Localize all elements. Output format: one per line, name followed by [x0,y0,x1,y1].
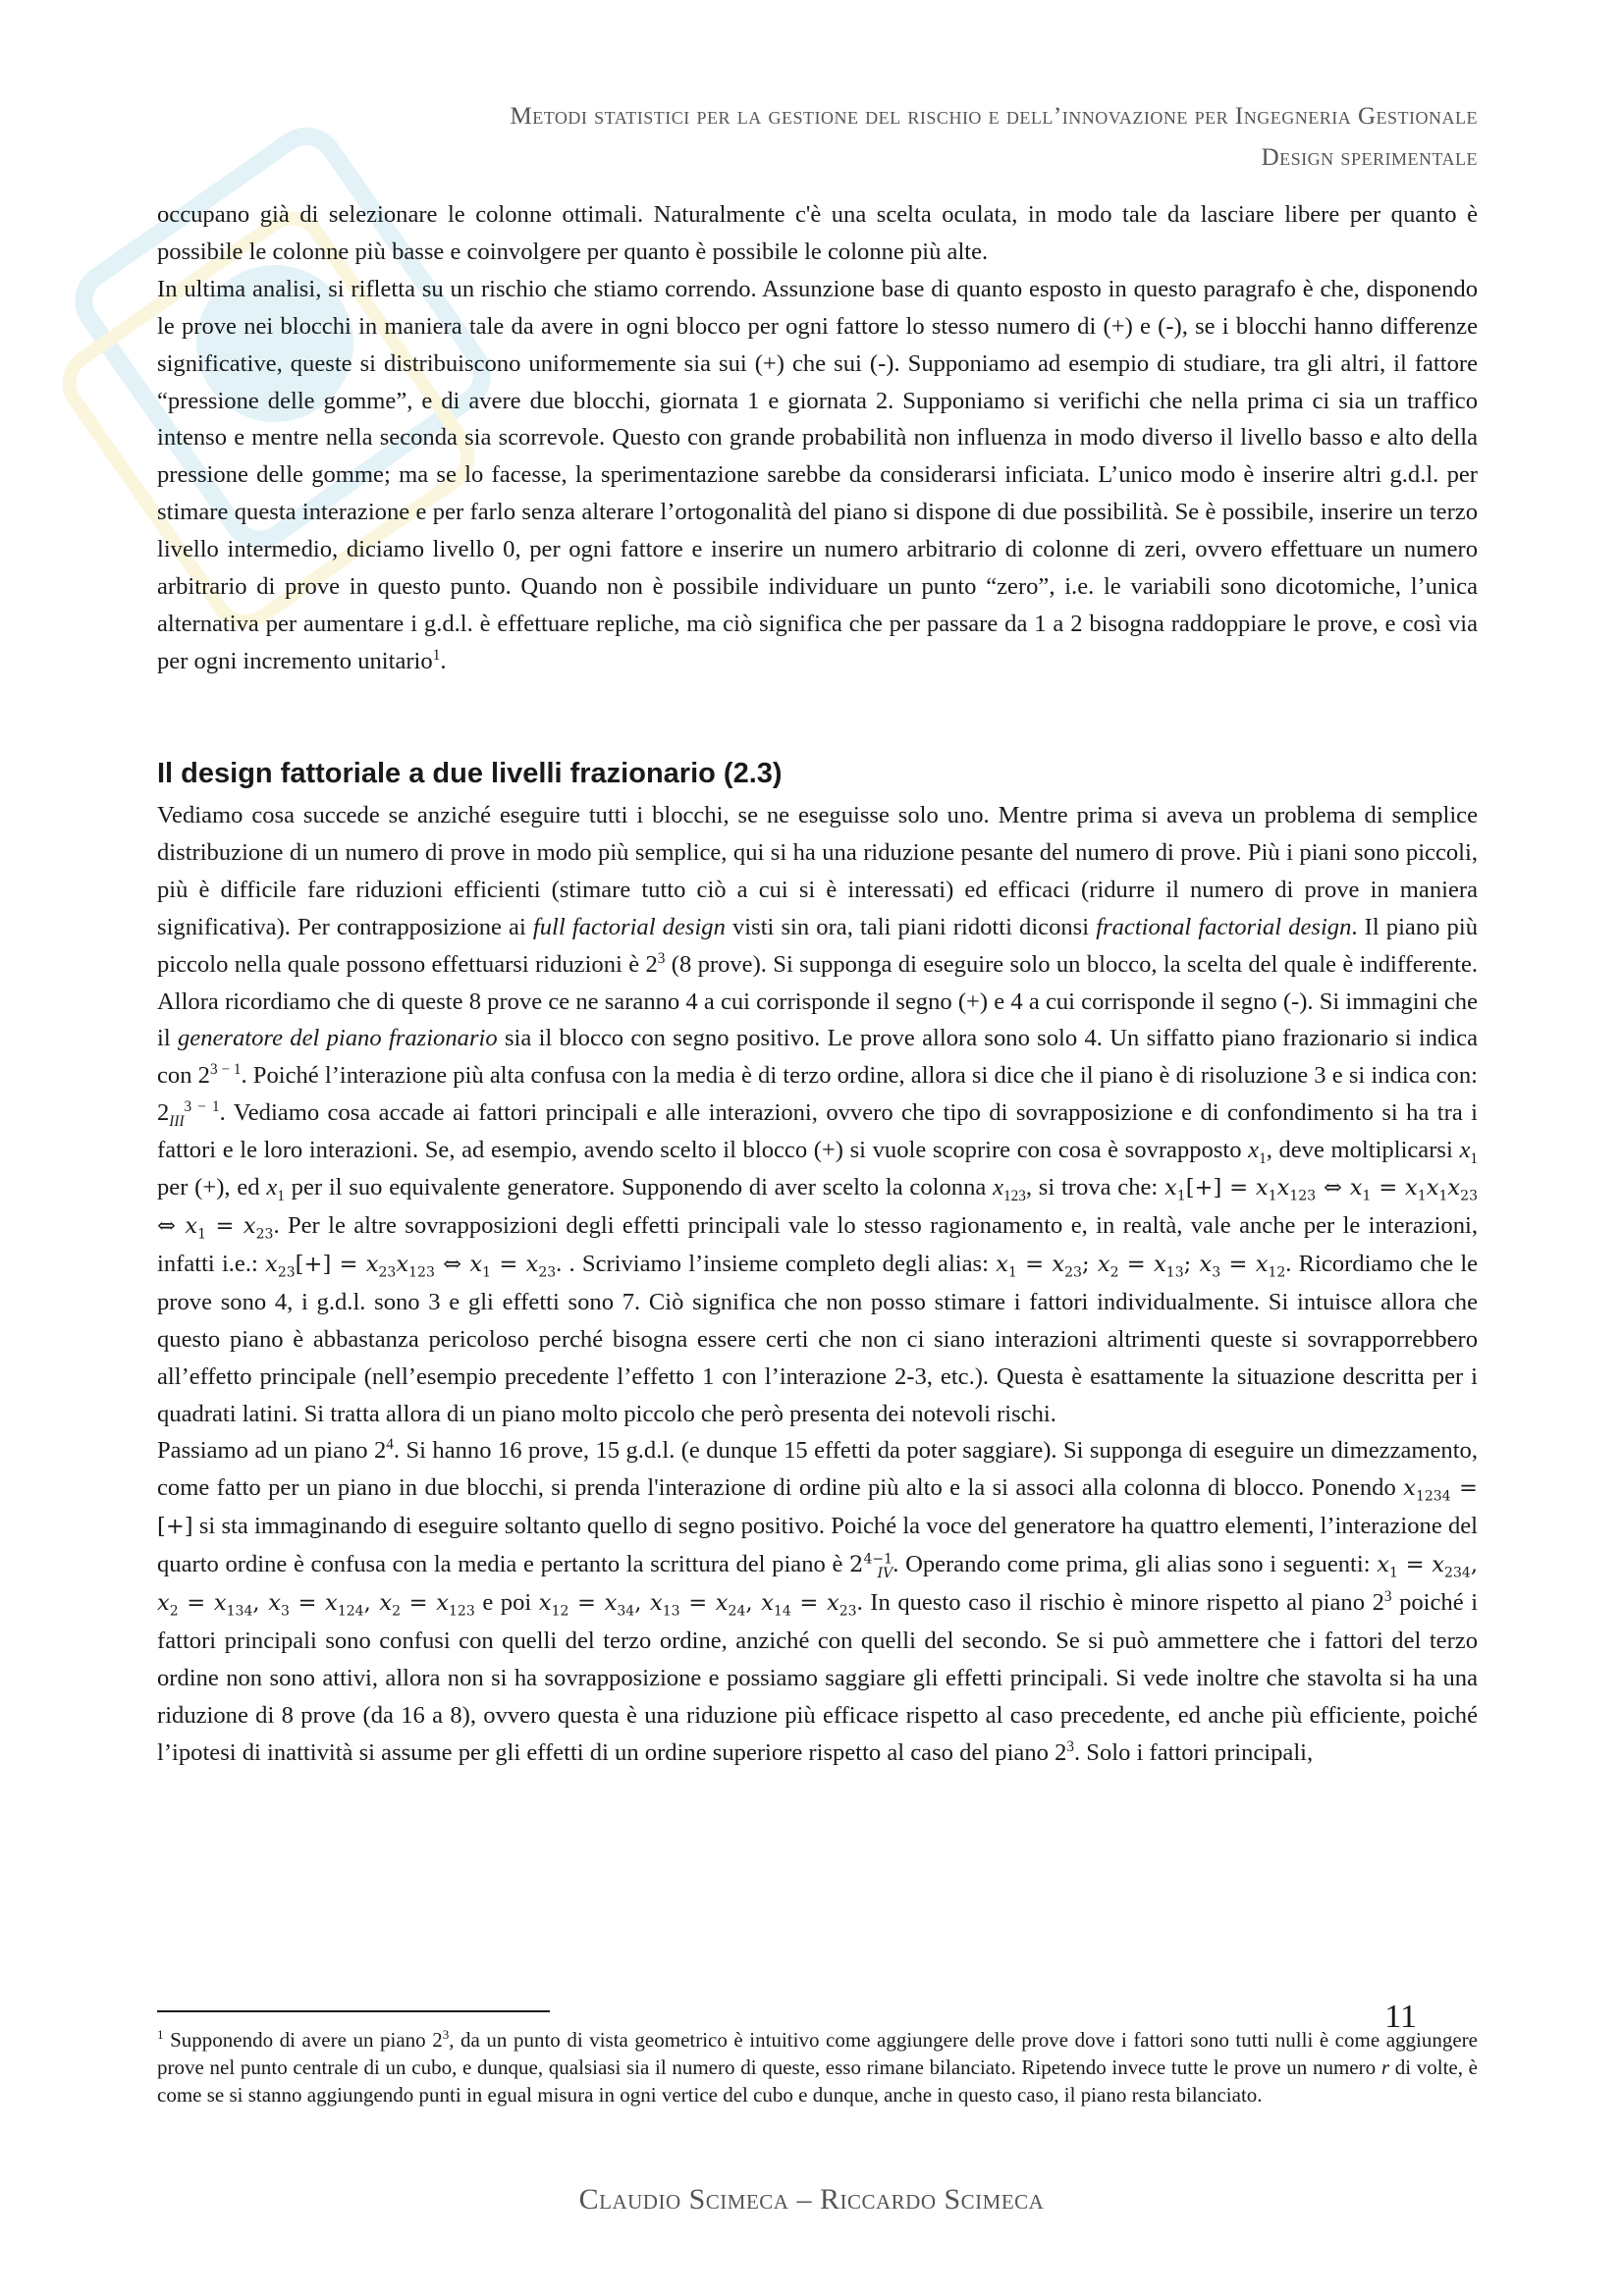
paragraph: occupano già di selezionare le colonne ottimali. Naturalmente c'è una scelta oculata, in modo tale da lasciare libere per quanto è possibile le colonne più basse e coinvolgere per quanto è possibile le colonne più alte. [157,201,1478,265]
page-number: 11 [1384,1999,1417,2035]
footnote-number: 1 [157,2027,164,2042]
section-1-body [157,196,1478,680]
running-header [511,96,1479,179]
header-line-1: Metodi statistici per la gestione del rischio e dell’innovazione per Ingegneria Gestionale [510,103,1478,130]
running-footer: Claudio Scimeca – Riccardo Scimeca [578,2183,1045,2216]
header-line-2: Design sperimentale [1261,144,1478,171]
paragraph: In ultima analisi, si rifletta su un rischio che stiamo correndo. Assunzione base di quanto esposto in questo paragrafo è che, disponendo le prove nei blocchi in maniera tale da avere in ogni blocco per ogni fattore lo stesso numero di (+) e (-), se i blocchi hanno differenze significative, queste si distribuiscono uniformemente sia sui (+) che sui (-). Supponiamo ad esempio di studiare, tra gli altri, il fattore “pressione delle gomme”, e di avere due blocchi, giornata 1 e giornata 2. Supponiamo si verifichi che nella prima ci sia un traffico intenso e mentre nella seconda sia scorrevole. Questo con grande probabilità non influenza in modo diverso il livello basso e alto della pressione delle gomme; ma se lo facesse, la sperimentazione sarebbe da considerarsi inficiata. L’unico modo è inserire altri g.d.l. per stimare questa interazione e per farlo senza alterare l’ortogonalità del piano si dispone di due possibilità. Se è possibile, inserire un terzo livello intermedio, diciamo livello 0, per ogni fattore e inserire un numero arbitrario di colonne di zeri, ovvero effettuare un numero arbitrario di prove in questo punto. Quando non è possibile individuare un punto “zero”, i.e. le variabili sono dicotomiche, l’unica alternativa per aumentare i g.d.l. è effettuare repliche, ma ciò significa che per passare da 1 a 2 bisogna raddoppiare le prove, e così via per ogni incremento unitario$^1$. [157,275,1478,674]
paragraph: Passiamo ad un piano $2^4$. Si hanno 16 prove, 15 g.d.l. (e dunque 15 effetti da poter saggiare). Si supponga di eseguire un dimezzamento, come fatto per un piano in due blocchi, si prenda l'interazione di ordine più alto e la si associ alla colonna di blocco. Ponendo $x_{1234}$ = [+] si sta immaginando di eseguire soltanto quello di segno positivo. Poiché la voce del generatore ha quattro elementi, l’interazione del quarto ordine è confusa con la media e pertanto la scrittura del piano è $2^{4-1}_{IV}$. Operando come prima, gli alias sono i seguenti: $x_1 = x_{234}$, $x_2 = x_{134}$, $x_3 = x_{124}$, $x_2 = x_{123}$ e poi $x_{12} = x_{34}$, $x_{13} = x_{24}$, $x_{14} = x_{23}$. In questo caso il rischio è minore rispetto al piano $2^3$ poiché i fattori principali sono confusi con quelli del terzo ordine, anziché con quelli del secondo. Se si può ammettere che i fattori del terzo ordine non sono attivi, allora non si ha sovrapposizione e possiamo saggiare gli effetti principali. Si vede inoltre che stavolta si ha una riduzione di 8 prove (da 16 a 8), ovvero questa è una riduzione più efficace rispetto al caso precedente, ed anche più efficiente, poiché l’ipotesi di inattività si assume per gli effetti di un ordine superiore rispetto al caso del piano $2^3$. Solo i fattori principali, [157,1436,1479,1766]
footnote-ref: 1 [432,646,441,664]
paragraph: Vediamo cosa succede se anziché eseguire tutti i blocchi, se ne eseguisse solo uno. Mentre prima si aveva un problema di semplice distribuzione di un numero di prove in modo più semplice, qui si ha una riduzione pesante del numero di prove. Più i piani sono piccoli, più è difficile fare riduzioni efficienti (stimare tutto ciò a cui si è interessati) ed efficaci (ridurre il numero di prove in maniera significativa). Per contrapposizione ai full factorial design visti sin ora, tali piani ridotti diconsi fractional factorial design. Il piano più piccolo nella quale possono effettuarsi riduzioni è $2^3$ (8 prove). Si supponga di eseguire solo un blocco, la scelta del quale è indifferente. Allora ricordiamo che di queste 8 prove ce ne saranno 4 a cui corrisponde il segno (+) e 4 a cui corrisponde il segno (-). Si immagini che il generatore del piano frazionario sia il blocco con segno positivo. Le prove allora sono solo 4. Un siffatto piano frazionario si indica con $2^{3 - 1}$. Poiché l’interazione più alta confusa con la media è di terzo ordine, allora si dice che il piano è di risoluzione 3 e si indica con: $2_{III}^{3 - 1}$. Vediamo cosa accade ai fattori principali e alle interazioni, ovvero che tipo di sovrapposizione e di confondimento si ha tra i fattori e le loro interazioni. Se, ad esempio, avendo scelto il blocco (+) si vuole scoprire con cosa è sovrapposto $x_1$, deve moltiplicarsi $x_1$ per (+), ed $x_1$ per il suo equivalente generatore. Supponendo di aver scelto la colonna $x_{123}$, si trova che: $x_1[+] = x_1x_{123}$ ⇔ $x_1 = x_1x_1x_{23}$ ⇔ $x_1 = x_{23}$. Per le altre sovrapposizioni degli effetti principali vale lo stesso ragionamento e, in realtà, vale anche per le interazioni, infatti i.e.: $x_{23}[+] = x_{23}x_{123}$ ⇔ $x_1 = x_{23}$. . Scriviamo l’insieme completo degli alias: $x_1 = x_{23}$; $x_2 = x_{13}$; $x_3 = x_{12}$. Ricordiamo che le prove sono 4, i g.d.l. sono 3 e gli effetti sono 7. Ciò significa che non posso stimare i fattori individualmente. Si intuisce allora che questo piano è abbastanza pericoloso perché bisogna essere certi che non ci siano interazioni altrimenti queste si sovrapporrebbero all’effetto principale (nell’esempio precedente l’effetto 1 con l’interazione 2-3, etc.). Questa è esattamente la situazione descritta per i quadrati latini. Si tratta allora di un piano molto piccolo che però presenta dei notevoli rischi. [157,802,1479,1427]
section-2-body [157,797,1478,1772]
section-heading: Il design fattoriale a due livelli frazionario (2.3) [157,758,783,789]
footnote: $^1$ Supponendo di avere un piano $2^3$, da un punto di vista geometrico è intuitivo come aggiungere delle prove dove i fattori sono tutti nulli è come aggiungere prove nel punto centrale di un cubo, e dunque, qualsiasi sia il numero di queste, esso rimane bilanciato. Ripetendo invece tutte le prove un numero r di volte, è come se si stanno aggiungendo punti in egual misura in ogni vertice del cubo e dunque, anche in questo caso, il piano resta bilanciato. [157,2027,1479,2107]
footnote-divider [157,2010,550,2012]
